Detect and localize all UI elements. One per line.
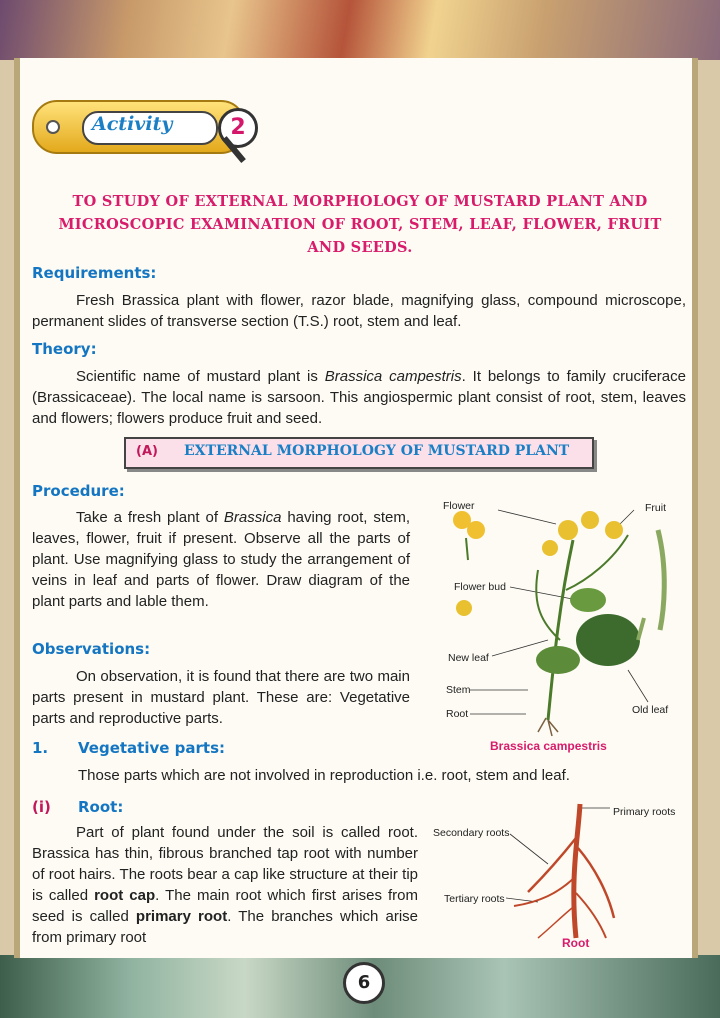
vegetative-heading: Vegetative parts: xyxy=(78,739,226,757)
section-a-title: EXTERNAL MORPHOLOGY OF MUSTARD PLANT xyxy=(184,443,570,459)
label-secondary-roots: Secondary roots xyxy=(433,827,510,839)
procedure-heading: Procedure: xyxy=(32,482,125,500)
title-line-3: AND SEEDS. xyxy=(307,239,413,256)
root-system-figure xyxy=(430,798,700,948)
title-line-2: MICROSCOPIC EXAMINATION OF ROOT, STEM, LEAF, FLOWER, FRUIT xyxy=(58,216,662,233)
procedure-text: Take a fresh plant of Brassica having root, stem, leaves, flower, fruit if present. Observe all the parts of plant. Use magnifying glass to study the arrangement of veins in leaf and parts of flower. Draw diagram of the plant parts and lable them. xyxy=(32,509,410,610)
root-heading: Root: xyxy=(78,798,124,816)
label-old-leaf: Old leaf xyxy=(632,704,669,716)
observations-heading: Observations: xyxy=(32,640,151,658)
label-new-leaf: New leaf xyxy=(448,652,489,664)
label-tertiary-roots: Tertiary roots xyxy=(444,893,505,905)
section-a-box xyxy=(124,437,594,469)
mustard-plant-figure xyxy=(438,490,700,740)
root-figure-caption: Root xyxy=(562,936,590,950)
theory-text: Scientific name of mustard plant is Brassica campestris. It belongs to family cruciferace (Brassicaceae). The local name is sarsoon. This angiospermic plant consist of root, stem, leaves and flowers; flowers produce fruit and seed. xyxy=(32,368,686,427)
page-number: 6 xyxy=(343,962,385,1004)
activity-number: 2 xyxy=(218,108,258,148)
observations-text: On observation, it is found that there are two main parts present in mustard plant. These are: Vegetative parts and reproductive parts. xyxy=(32,668,410,727)
badge-dot-icon xyxy=(46,120,60,134)
vegetative-text: Those parts which are not involved in reproduction i.e. root, stem and leaf. xyxy=(78,767,570,784)
label-primary-roots: Primary roots xyxy=(613,806,676,818)
title-line-1: TO STUDY OF EXTERNAL MORPHOLOGY OF MUSTARD PLANT AND xyxy=(72,193,648,210)
vegetative-number: 1. xyxy=(32,739,49,757)
root-number: (i) xyxy=(32,798,51,816)
label-flower-bud: Flower bud xyxy=(454,581,506,593)
label-root: Root xyxy=(446,708,469,720)
label-flower: Flower xyxy=(443,500,475,512)
section-a-code: (A) xyxy=(136,444,158,459)
activity-word: Activity xyxy=(92,113,173,135)
requirements-text: Fresh Brassica plant with flower, razor blade, magnifying glass, compound microscope, permanent slides of transverse section (T.S.) root, stem and leaf. xyxy=(32,292,686,330)
theory-heading: Theory: xyxy=(32,340,97,358)
page-title xyxy=(30,190,690,259)
activity-badge xyxy=(32,100,246,154)
label-stem: Stem xyxy=(446,684,471,696)
label-fruit: Fruit xyxy=(645,502,666,514)
root-text: Part of plant found under the soil is called root. Brassica has thin, fibrous branched tap root with number of root hairs. The roots bear a cap like structure at their tip is called root cap. The main root which first arises from seed is called primary root. The branches which arise from primary root xyxy=(32,824,418,946)
top-decorative-band xyxy=(0,0,720,60)
plant-figure-caption: Brassica campestris xyxy=(490,739,607,753)
requirements-heading: Requirements: xyxy=(32,264,157,282)
